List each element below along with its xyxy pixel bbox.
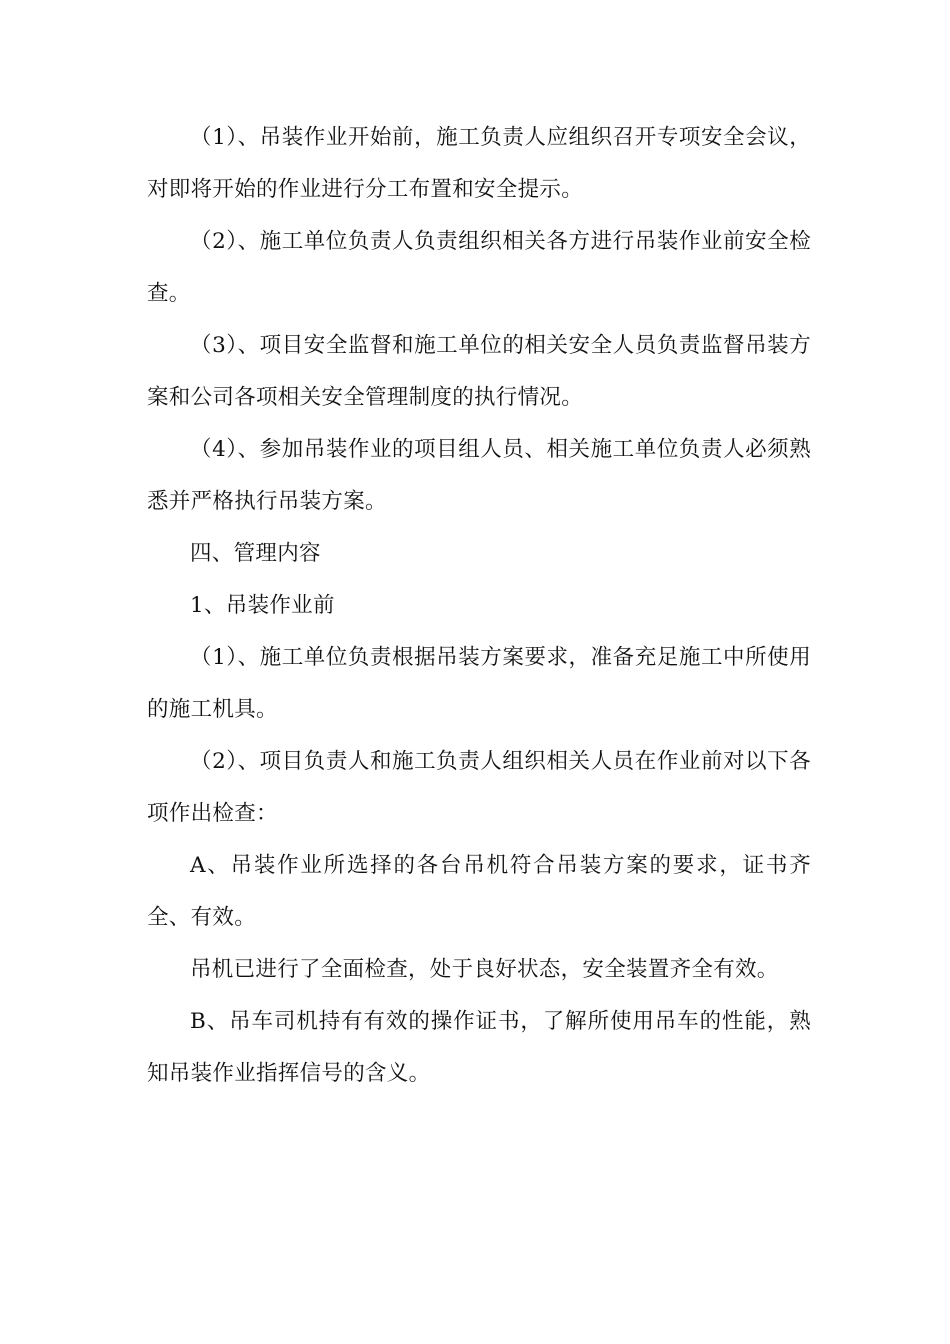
paragraph-supervision: （3）、项目安全监督和施工单位的相关安全人员负责监督吊装方案和公司各项相关安全管理制度的执行情况。 (147, 333, 811, 410)
document-body (147, 112, 811, 1100)
paragraph-meeting: （1）、吊装作业开始前，施工负责人应组织召开专项安全会议，对即将开始的作业进行分工布置和安全提示。 (147, 125, 811, 202)
paragraph-inspection: （2）、项目负责人和施工负责人组织相关人员在作业前对以下各项作出检查： (147, 749, 811, 826)
paragraph-crane-condition: 吊机已进行了全面检查，处于良好状态，安全装置齐全有效。 (190, 957, 779, 982)
paragraph-safety-check: （2）、施工单位负责人负责组织相关各方进行吊装作业前安全检查。 (147, 229, 811, 306)
subsection-heading: 1、吊装作业前 (190, 593, 335, 618)
paragraph-crane-driver: B、吊车司机持有有效的操作证书，了解所使用吊车的性能，熟知吊装作业指挥信号的含义。 (147, 1009, 811, 1086)
paragraph-tools: （1）、施工单位负责根据吊装方案要求，准备充足施工中所使用的施工机具。 (147, 645, 811, 722)
section-heading: 四、管理内容 (190, 541, 321, 566)
paragraph-personnel: （4）、参加吊装作业的项目组人员、相关施工单位负责人必须熟悉并严格执行吊装方案。 (147, 437, 811, 514)
paragraph-crane-selection: A、吊装作业所选择的各台吊机符合吊装方案的要求，证书齐全、有效。 (147, 853, 811, 930)
